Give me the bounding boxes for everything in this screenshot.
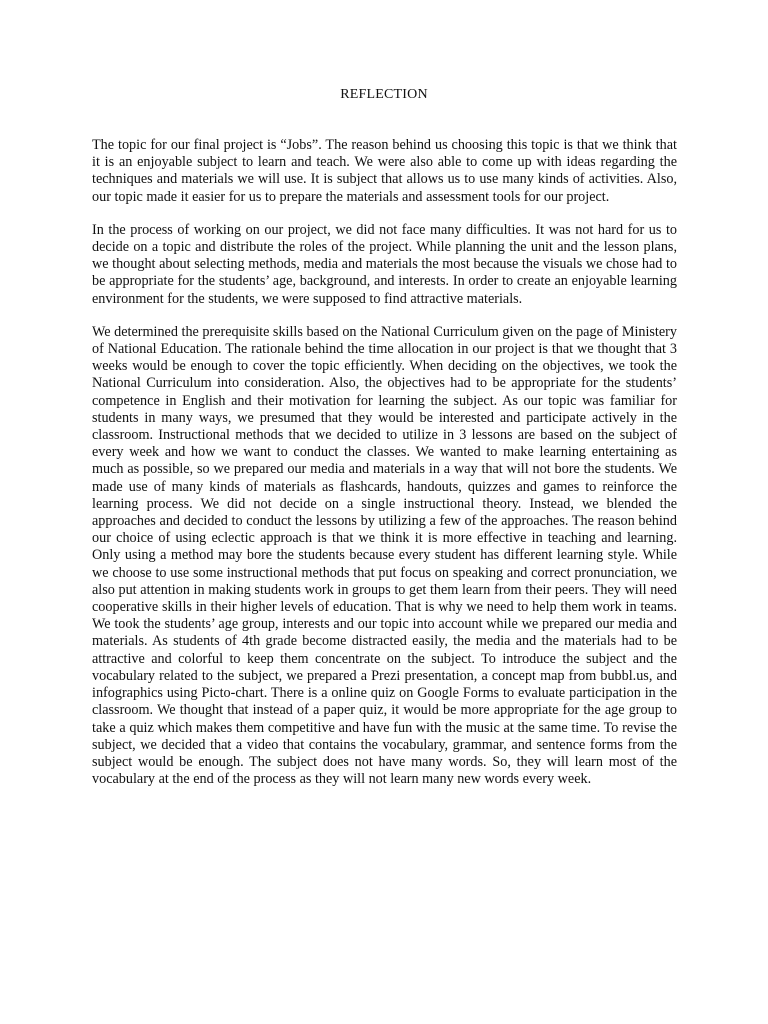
document-body <box>92 137 677 788</box>
paragraph-topic-choice: The topic for our final project is “Jobs”. The reason behind us choosing this topic is that we think that it is an enjoyable subject to learn and teach. We were also able to come up with ideas regarding the techniques and materials we will use. It is subject that allows us to use many kinds of activities. Also, our topic made it easier for us to prepare the materials and assessment tools for our project. <box>92 137 677 205</box>
document-title: REFLECTION <box>340 87 428 102</box>
paragraph-process: In the process of working on our project, we did not face many difficulties. It was not hard for us to decide on a topic and distribute the roles of the project. While planning the unit and the lesson plans, we thought about selecting methods, media and materials the most because the visuals we chose had to be appropriate for the students’ age, background, and interests. In order to create an enjoyable learning environment for the students, we were supposed to find attractive materials. <box>92 221 677 307</box>
paragraph-methods-and-materials: We determined the prerequisite skills based on the National Curriculum given on the page of Ministery of National Education. The rationale behind the time allocation in our project is that we thought that 3 weeks would be enough to cover the topic efficiently. When deciding on the objectives, we took the National Curriculum into consideration. Also, the objectives had to be appropriate for the students’ competence in English and their motivation for learning the subject. As our topic was familiar for students in many ways, we presumed that they would be interested and participate actively in the classroom. Instructional methods that we decided to utilize in 3 lessons are based on the subject of every week and how we want to conduct the classes. We wanted to make learning entertaining as much as possible, so we prepared our media and materials in a way that will not bore the students. We made use of many kinds of materials as flashcards, handouts, quizzes and games to reinforce the learning process. We did not decide on a single instructional theory. Instead, we blended the approaches and decided to conduct the lessons by utilizing a few of the approaches. The reason behind our choice of using eclectic approach is that we think it is more effective in teaching and learning. Only using a method may bore the students because every student has different learning style. While we choose to use some instructional methods that put focus on speaking and correct pronunciation, we also put attention in making students work in groups to get them learn from their peers. They will need cooperative skills in their higher levels of education. That is why we need to help them work in teams. We took the students’ age group, interests and our topic into account while we prepared our media and materials. As students of 4th grade become distracted easily, the media and the materials had to be attractive and colorful to keep them concentrate on the subject. To introduce the subject and the vocabulary related to the subject, we prepared a Prezi presentation, a concept map from bubbl.us, and infographics using Picto-chart. There is a online quiz on Google Forms to evaluate participation in the classroom. We thought that instead of a paper quiz, it would be more appropriate for the age group to take a quiz which makes them competitive and have fun with the music at the same time. To revise the subject, we decided that a video that contains the vocabulary, grammar, and sentence forms from the subject would be enough. The subject does not have many words. So, they will learn most of the vocabulary at the end of the process as they will not learn many new words every week. <box>92 323 677 788</box>
